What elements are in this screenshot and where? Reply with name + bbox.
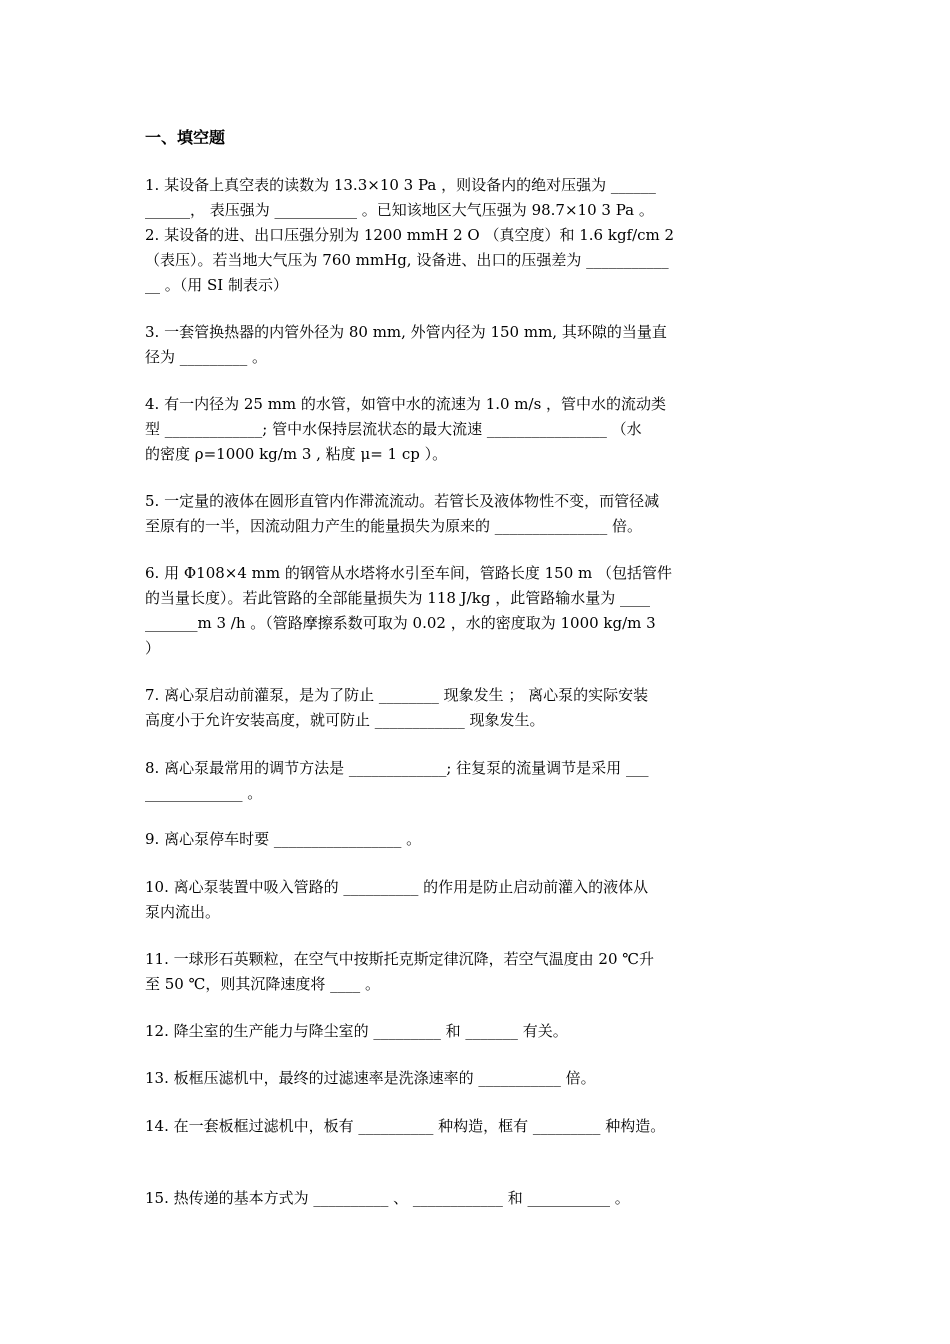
question-line: 的当量长度）。若此管路的全部能量损失为 118 J/kg ，此管路输水量为 ____ bbox=[145, 589, 650, 607]
question-line: 高度小于允许安装高度，就可防止 ____________ 现象发生。 bbox=[145, 711, 545, 729]
question-7 bbox=[145, 683, 648, 733]
question-3 bbox=[145, 320, 667, 370]
question-line: （表压）。若当地大气压为 760 mmHg, 设备进、出口的压强差为 ___________ bbox=[145, 251, 669, 269]
question-4 bbox=[145, 392, 666, 467]
question-line: ） bbox=[145, 639, 161, 657]
question-13 bbox=[145, 1066, 596, 1091]
question-line: 8. 离心泵最常用的调节方法是 _____________; 往复泵的流量调节是采用 ___ bbox=[145, 759, 649, 777]
question-line: 的密度 ρ=1000 kg/m 3 , 粘度 μ= 1 cp ）。 bbox=[145, 445, 448, 463]
question-15 bbox=[145, 1186, 630, 1211]
question-line: 7. 离心泵启动前灌泵，是为了防止 ________ 现象发生 ； 离心泵的实际安装 bbox=[145, 686, 649, 704]
question-line: _____________ 。 bbox=[145, 784, 263, 802]
question-line: 至原有的一半，因流动阻力产生的能量损失为原来的 _______________ 倍。 bbox=[145, 517, 643, 535]
question-1 bbox=[145, 173, 656, 223]
question-line: ______， 表压强为 ___________ 。已知该地区大气压强为 98.7×10 3 Pa 。 bbox=[145, 201, 654, 219]
question-12 bbox=[145, 1019, 568, 1044]
question-10 bbox=[145, 875, 648, 925]
question-5 bbox=[145, 489, 659, 539]
question-14 bbox=[145, 1114, 665, 1139]
question-line: 14. 在一套板框过滤机中，板有 __________ 种构造，框有 _________ 种构造。 bbox=[145, 1117, 666, 1135]
question-line: 10. 离心泵装置中吸入管路的 __________ 的作用是防止启动前灌入的液体从 bbox=[145, 878, 649, 896]
question-line: 12. 降尘室的生产能力与降尘室的 _________ 和 _______ 有关。 bbox=[145, 1022, 568, 1040]
question-line: 泵内流出。 bbox=[145, 903, 221, 921]
question-line: 型 _____________; 管中水保持层流状态的最大流速 ________________ （水 bbox=[145, 420, 642, 438]
question-8 bbox=[145, 756, 648, 806]
question-line: 1. 某设备上真空表的读数为 13.3×10 3 Pa ，则设备内的绝对压强为 ______ bbox=[145, 176, 656, 194]
section-title: 一、填空题 bbox=[145, 128, 226, 147]
question-line: 9. 离心泵停车时要 _________________ 。 bbox=[145, 830, 422, 848]
question-line: 6. 用 Φ108×4 mm 的钢管从水塔将水引至车间，管路长度 150 m （包括管件 bbox=[145, 564, 673, 582]
question-line: 5. 一定量的液体在圆形直管内作滞流流动。若管长及液体物性不变，而管径减 bbox=[145, 492, 660, 510]
question-line: 2. 某设备的进、出口压强分别为 1200 mmH 2 O （真空度）和 1.6 kgf/cm 2 bbox=[145, 226, 675, 244]
question-line: 至 50 ℃，则其沉降速度将 ____ 。 bbox=[145, 975, 380, 993]
question-11 bbox=[145, 947, 654, 997]
question-9 bbox=[145, 827, 421, 852]
question-6 bbox=[145, 561, 672, 661]
question-line: 4. 有一内径为 25 mm 的水管，如管中水的流速为 1.0 m/s ，管中水的流动类 bbox=[145, 395, 667, 413]
question-line: __ 。（用 SI 制表示） bbox=[145, 276, 289, 294]
question-line: 11. 一球形石英颗粒，在空气中按斯托克斯定律沉降，若空气温度由 20 ℃升 bbox=[145, 950, 655, 968]
question-line: _______m 3 /h 。（管路摩擦系数可取为 0.02 ，水的密度取为 1000 kg/m 3 bbox=[145, 614, 656, 632]
question-line: 3. 一套管换热器的内管外径为 80 mm, 外管内径为 150 mm, 其环隙的当量直 bbox=[145, 323, 667, 341]
question-line: 15. 热传递的基本方式为 __________ 、 ____________ 和 ___________ 。 bbox=[145, 1189, 630, 1207]
question-2 bbox=[145, 223, 674, 298]
question-line: 径为 _________ 。 bbox=[145, 348, 268, 366]
question-line: 13. 板框压滤机中，最终的过滤速率是洗涤速率的 ___________ 倍。 bbox=[145, 1069, 596, 1087]
